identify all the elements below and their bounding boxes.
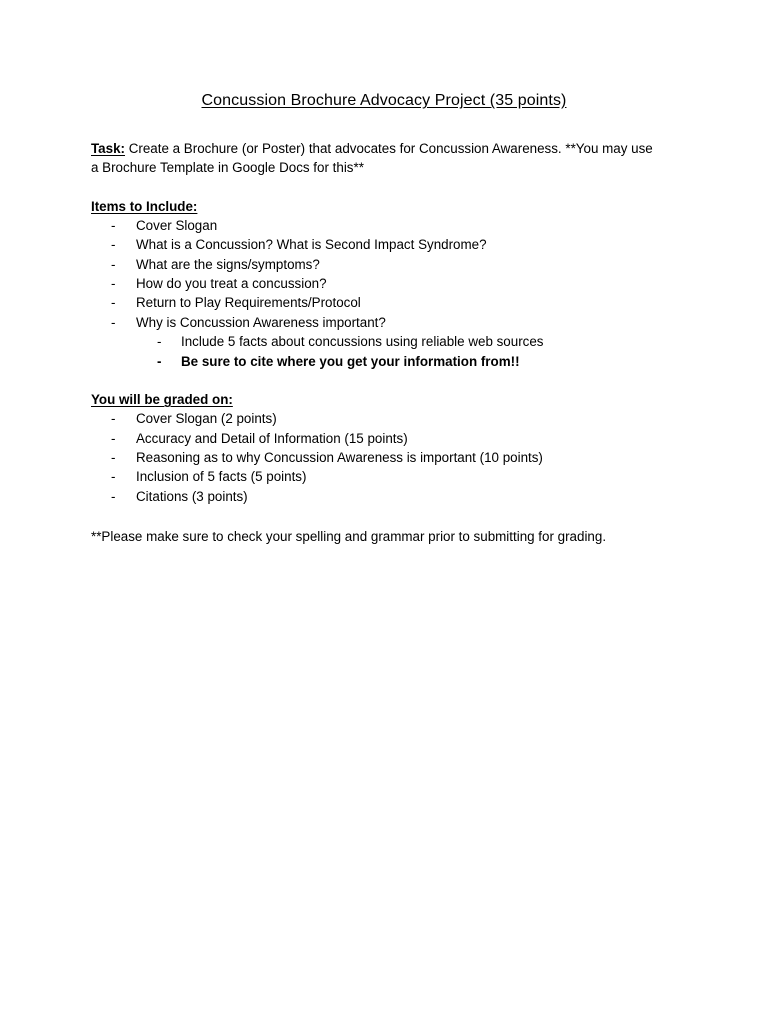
task-label: Task: bbox=[91, 141, 125, 156]
list-item-text: Return to Play Requirements/Protocol bbox=[136, 295, 361, 310]
sub-list-item-text: Be sure to cite where you get your information from!! bbox=[181, 354, 520, 369]
grading-item-text: Inclusion of 5 facts (5 points) bbox=[136, 469, 307, 484]
list-bullet: - bbox=[111, 469, 116, 484]
grading-heading: You will be graded on: bbox=[91, 392, 233, 407]
list-bullet: - bbox=[111, 411, 116, 426]
footer-note: **Please make sure to check your spelling and grammar prior to submitting for grading. bbox=[91, 529, 607, 544]
task-paragraph-line2: a Brochure Template in Google Docs for this** bbox=[91, 160, 364, 175]
list-item-text: What is a Concussion? What is Second Impact Syndrome? bbox=[136, 237, 487, 252]
list-bullet: - bbox=[111, 431, 116, 446]
document-title: Concussion Brochure Advocacy Project (35 points) bbox=[201, 92, 567, 109]
list-bullet: - bbox=[111, 257, 116, 272]
grading-item-text: Reasoning as to why Concussion Awareness is important (10 points) bbox=[136, 450, 543, 465]
list-bullet: - bbox=[111, 489, 116, 504]
items-to-include-heading: Items to Include: bbox=[91, 199, 198, 214]
list-item-text: How do you treat a concussion? bbox=[136, 276, 327, 291]
list-bullet: - bbox=[111, 276, 116, 291]
sub-list-item-text: Include 5 facts about concussions using reliable web sources bbox=[181, 334, 544, 349]
list-bullet: - bbox=[111, 450, 116, 465]
list-bullet: - bbox=[111, 237, 116, 252]
list-bullet: - bbox=[111, 295, 116, 310]
list-item-text: Why is Concussion Awareness important? bbox=[136, 315, 386, 330]
task-paragraph-line1 bbox=[91, 139, 653, 158]
list-item-text: Cover Slogan bbox=[136, 218, 218, 233]
list-bullet: - bbox=[157, 354, 162, 369]
list-bullet: - bbox=[157, 334, 162, 349]
list-bullet: - bbox=[111, 218, 116, 233]
list-item-text: What are the signs/symptoms? bbox=[136, 257, 320, 272]
grading-item-text: Accuracy and Detail of Information (15 points) bbox=[136, 431, 408, 446]
task-text-line1: Create a Brochure (or Poster) that advocates for Concussion Awareness. **You may use bbox=[125, 141, 653, 156]
grading-item-text: Citations (3 points) bbox=[136, 489, 248, 504]
grading-item-text: Cover Slogan (2 points) bbox=[136, 411, 277, 426]
list-bullet: - bbox=[111, 315, 116, 330]
